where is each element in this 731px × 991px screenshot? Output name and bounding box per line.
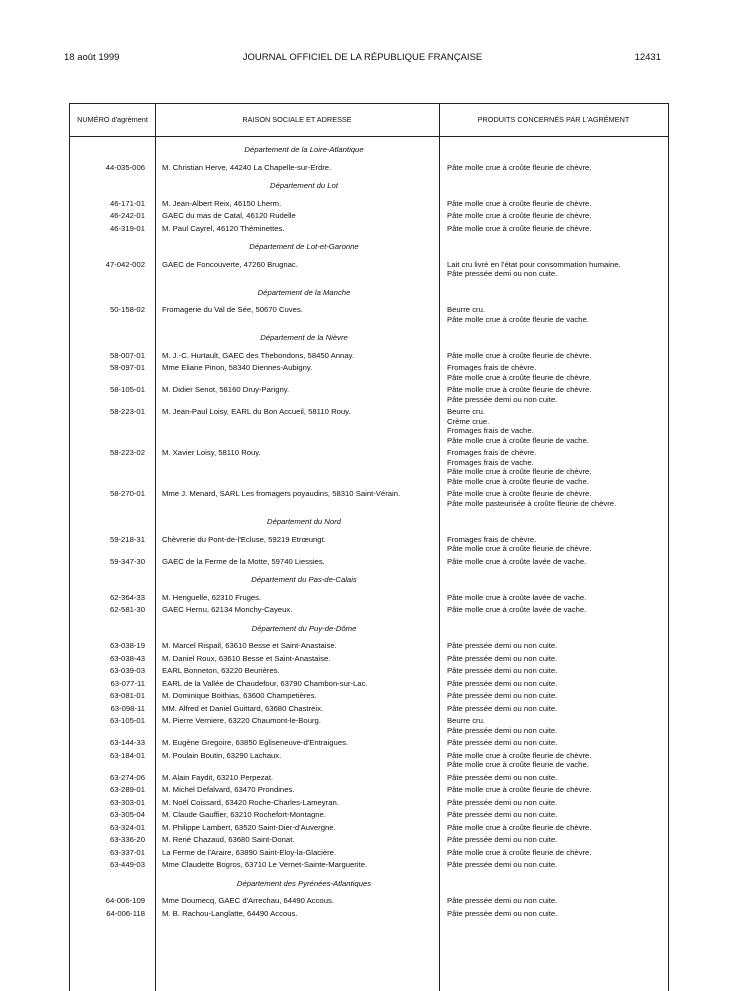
produit-line: Beurre cru.: [447, 716, 486, 725]
agrement-number: 63-274-06: [109, 772, 145, 782]
table-row: [70, 641, 668, 651]
produits-list: [447, 860, 557, 870]
agrement-number: 63-077-11: [110, 678, 145, 688]
raison-sociale: M. Henguelle, 62310 Fruges.: [162, 592, 262, 602]
raison-sociale: GAEC de Foncouverte, 47260 Brugnac.: [162, 259, 298, 269]
produit-line: Beurre cru.: [447, 407, 486, 416]
raison-sociale: MM. Alfred et Daniel Guittard, 63680 Chastreix.: [162, 703, 324, 713]
table-row: [70, 385, 668, 404]
table-row: [70, 199, 668, 209]
raison-sociale: M. Claude Gauffier, 63210 Rochefort-Montagne.: [162, 810, 326, 819]
produit-line: Pâte molle crue à croûte fleurie de chèvre.: [447, 198, 592, 208]
produit-line: Pâte pressée demi ou non cuite.: [447, 810, 558, 819]
page-header: [64, 52, 661, 66]
produits-list: [447, 704, 557, 714]
produits-list: [447, 896, 557, 906]
department-heading: Département du Pas-de-Calais: [251, 575, 357, 584]
produits-list: [447, 909, 557, 919]
agrement-number: 64-006-118: [106, 908, 145, 918]
table-row: [70, 704, 668, 714]
table-row: [70, 448, 668, 486]
raison-sociale: M. Xavier Loisy, 58110 Rouy.: [162, 448, 261, 457]
produits-list: [447, 448, 591, 486]
produits-list: [447, 535, 591, 554]
produits-list: [447, 363, 591, 382]
table-header: [70, 103, 668, 137]
produits-list: [447, 835, 557, 845]
table-row: [70, 835, 668, 845]
table-body: [70, 135, 668, 921]
agrement-number: 44-035-006: [105, 162, 145, 172]
produits-list: [447, 751, 591, 770]
table-row: [70, 848, 668, 858]
produit-line: Pâte pressée demi ou non cuite.: [447, 797, 558, 807]
agrement-number: 63-337-01: [109, 847, 145, 857]
raison-sociale: M. Philippe Lambert, 63520 Saint-Dier-d'Auvergne.: [162, 822, 336, 832]
produit-line: Pâte molle crue à croûte lavée de vache.: [447, 592, 587, 602]
department-heading: Département de Lot-et-Garonne: [249, 242, 359, 251]
produit-line: Fromages frais de chèvre.: [447, 448, 537, 457]
table-row: [70, 773, 668, 783]
raison-sociale: Mme Claudette Bogros, 63710 Le Vernet-Sainte-Marguerite.: [162, 860, 368, 869]
produit-line: Pâte molle crue à croûte fleurie de chèvre.: [447, 385, 592, 394]
table-row: [70, 666, 668, 676]
table-row: [70, 163, 668, 173]
agrement-number: 63-038-43: [109, 653, 145, 663]
produits-list: [447, 823, 591, 833]
table-row: [70, 716, 668, 735]
agrement-number: 58-007-01: [109, 350, 145, 360]
agrement-number: 58-223-01: [109, 407, 145, 416]
produit-line: Pâte molle crue à croûte lavée de vache.: [447, 605, 587, 614]
produits-list: [447, 557, 586, 567]
agrement-number: 58-223-02: [109, 448, 145, 457]
produits-list: [447, 641, 557, 651]
produits-list: [447, 666, 557, 676]
department-heading: Département des Pyrénées-Atlantiques: [236, 878, 372, 888]
raison-sociale: Mme J. Menard, SARL Les fromagers poyaudins, 58310 Saint-Vérain.: [162, 489, 401, 498]
produit-line: Pâte molle crue à croûte fleurie de chèvre.: [447, 211, 592, 220]
column-header-raison: RAISON SOCIALE ET ADRESSE: [242, 115, 352, 124]
table-row: [70, 798, 668, 808]
produits-list: [447, 385, 591, 404]
raison-sociale: M. Paul Cayrel, 46120 Théminettes.: [162, 223, 285, 233]
produit-line: Pâte pressée demi ou non cuite.: [447, 835, 558, 844]
page-number: 12431: [634, 52, 661, 63]
produit-line: Pâte molle crue à croûte lavée de vache.: [447, 556, 587, 566]
agrement-number: 62-581-30: [109, 605, 145, 614]
table-row: [70, 896, 668, 906]
issue-date: 18 août 1999: [64, 52, 120, 63]
produit-line: Fromages frais de chèvre.: [447, 534, 537, 544]
table-row: [70, 593, 668, 603]
agrement-number: 63-289-01: [109, 785, 145, 794]
produit-line: Pâte molle crue à croûte fleurie de chèvre.: [447, 489, 592, 498]
raison-sociale: GAEC du mas de Catal, 46120 Rudelle: [162, 211, 296, 220]
produits-list: [447, 305, 589, 324]
produit-line: Pâte pressée demi ou non cuite.: [447, 269, 558, 278]
raison-sociale: M. Michel Defalvard, 63470 Prondines.: [162, 785, 295, 794]
table-row: [70, 738, 668, 748]
produit-line: Pâte molle crue à croûte fleurie de chèvre.: [447, 822, 592, 832]
produit-line: Pâte pressée demi ou non cuite.: [447, 896, 558, 905]
produits-list: [447, 211, 591, 221]
agrement-number: 63-184-01: [109, 750, 145, 760]
table-row: [70, 860, 668, 870]
raison-sociale: La Ferme de l'Araire, 63890 Saint-Eloy-la-Glacière.: [162, 847, 337, 857]
table-row: [70, 363, 668, 382]
agrement-number: 50-158-02: [109, 305, 145, 314]
agrement-number: 58-105-01: [109, 385, 145, 394]
raison-sociale: M. Christian Herve, 44240 La Chapelle-sur-Erdre.: [162, 162, 332, 172]
agrement-number: 59-218-31: [109, 534, 145, 544]
table-row: [70, 654, 668, 664]
produits-list: [447, 679, 557, 689]
agrement-number: 63-305-04: [109, 810, 145, 819]
produit-line: Pâte pressée demi ou non cuite.: [447, 703, 558, 713]
raison-sociale: M. Daniel Roux, 63610 Besse et Saint-Anastaise.: [162, 653, 331, 663]
produits-list: [447, 798, 557, 808]
raison-sociale: M. Noël Coissard, 63420 Roche-Charles-Lameyran.: [162, 797, 339, 807]
produit-line: Pâte molle crue à croûte fleurie de chèvre.: [447, 750, 592, 760]
agrement-number: 64-006-109: [105, 896, 145, 905]
table-row: [70, 785, 668, 795]
table-row: [70, 810, 668, 820]
raison-sociale: M. Dominique Boithias, 63600 Champetières.: [162, 691, 317, 700]
produit-line: Pâte molle crue à croûte fleurie de chèvre.: [447, 785, 592, 794]
table-row: [70, 557, 668, 567]
produit-line: Pâte pressée demi ou non cuite.: [447, 908, 558, 918]
produit-line: Fromages frais de vache.: [447, 457, 534, 467]
produit-line: Pâte molle crue à croûte fleurie de chèvre.: [447, 544, 592, 553]
raison-sociale: GAEC Hernu, 62134 Monchy-Cayeux.: [162, 605, 293, 614]
produit-line: Pâte pressée demi ou non cuite.: [447, 666, 558, 675]
produit-line: Pâte molle crue à croûte fleurie de chèvre.: [447, 223, 592, 233]
agrement-number: 59-347-30: [109, 556, 145, 566]
produits-list: [447, 407, 589, 445]
raison-sociale: EARL de la Vallée de Chaudefour, 63790 Chambon-sur-Lac.: [162, 678, 368, 688]
raison-sociale: M. Pierre Verniere, 63220 Chaumont-le-Bourg.: [162, 716, 321, 725]
column-header-produits: PRODUITS CONCERNÉS PAR L'AGRÉMENT: [477, 115, 630, 124]
agrement-number: 63-038-19: [109, 641, 145, 650]
produit-line: Pâte molle crue à croûte fleurie de chèvre.: [447, 847, 592, 857]
raison-sociale: M. J.-C. Hurtault, GAEC des Thebondons, 58450 Annay.: [162, 350, 355, 360]
raison-sociale: M. Marcel Rispail, 63610 Besse et Saint-Anastaise.: [162, 641, 337, 650]
produit-line: Pâte pressée demi ou non cuite.: [447, 725, 558, 735]
produits-list: [447, 260, 621, 279]
produits-list: [447, 716, 557, 735]
department-heading: Département de la Manche: [257, 287, 351, 297]
raison-sociale: Mme Eliane Pinon, 58340 Diennes-Aubigny.: [162, 363, 313, 372]
produit-line: Pâte molle crue à croûte fleurie de chèvre.: [447, 372, 592, 382]
table-row: [70, 751, 668, 770]
table-row: [70, 823, 668, 833]
table-row: [70, 605, 668, 615]
table-row: [70, 679, 668, 689]
produit-line: Pâte molle crue à croûte fleurie de vache.: [447, 760, 589, 769]
raison-sociale: EARL Bonneton, 63220 Beurières.: [162, 666, 280, 675]
produit-line: Pâte pressée demi ou non cuite.: [447, 678, 558, 688]
table-row: [70, 211, 668, 221]
produit-line: Pâte molle pasteurisée à croûte fleurie de chèvre.: [447, 498, 617, 508]
raison-sociale: M. Eugène Gregoire, 63850 Egliseneuve-d'Entraigues.: [162, 738, 349, 747]
raison-sociale: Chèvrerie du Pont-de-l'Ecluse, 59219 Etrœungt.: [162, 534, 326, 544]
table-row: [70, 691, 668, 701]
produit-line: Beurre cru.: [447, 305, 486, 314]
agrement-number: 63-098-11: [110, 703, 145, 713]
agrement-number: 63-105-01: [109, 716, 145, 725]
table-row: [70, 224, 668, 234]
department-heading: Département du Lot: [270, 181, 338, 190]
table-row: [70, 489, 668, 508]
raison-sociale: M. B. Rachou-Langlatte, 64490 Accous.: [162, 908, 298, 918]
table-row: [70, 535, 668, 554]
produits-list: [447, 785, 591, 795]
raison-sociale: Fromagerie du Val de Sée, 50670 Cuves.: [162, 305, 303, 314]
produit-line: Fromages frais de chèvre.: [447, 363, 537, 372]
raison-sociale: Mme Doumecq, GAEC d'Arrechau, 64490 Accous.: [162, 896, 334, 905]
agrement-number: 47-042-002: [105, 259, 145, 269]
produit-line: Pâte pressée demi ou non cuite.: [447, 394, 558, 404]
produit-line: Pâte molle crue à croûte fleurie de chèvre.: [447, 162, 592, 172]
agrement-number: 62-364-33: [109, 592, 145, 602]
produit-line: Pâte pressée demi ou non cuite.: [447, 772, 558, 782]
agrement-number: 46-242-01: [109, 211, 145, 220]
agrement-number: 58-097-01: [109, 363, 145, 372]
table-row: [70, 407, 668, 445]
produits-list: [447, 163, 591, 173]
agrement-number: 63-081-01: [109, 691, 145, 700]
produit-line: Pâte pressée demi ou non cuite.: [447, 653, 558, 663]
raison-sociale: M. Poulain Boutin, 63290 Lachaux.: [162, 750, 282, 760]
produit-line: Pâte pressée demi ou non cuite.: [447, 691, 558, 700]
agrement-number: 63-144-33: [109, 738, 145, 747]
department-heading: Département du Puy-de-Dôme: [251, 623, 357, 633]
produits-list: [447, 489, 616, 508]
agrement-number: 63-324-01: [109, 822, 145, 832]
raison-sociale: M. Alain Faydit, 63210 Perpezat.: [162, 772, 274, 782]
produit-line: Pâte molle crue à croûte fleurie de chèvre.: [447, 350, 592, 360]
produits-list: [447, 654, 557, 664]
agrement-table: [69, 103, 669, 991]
produits-list: [447, 224, 591, 234]
produit-line: Pâte pressée demi ou non cuite.: [447, 860, 558, 869]
raison-sociale: M. Jean-Paul Loisy, EARL du Bon Accueil, 58110 Rouy.: [162, 407, 351, 416]
table-row: [70, 305, 668, 324]
produit-line: Pâte pressée demi ou non cuite.: [447, 641, 558, 650]
table-row: [70, 909, 668, 919]
produit-line: Pâte molle crue à croûte fleurie de vache.: [447, 314, 589, 324]
produits-list: [447, 738, 557, 748]
column-header-numero: NUMÉRO d'agrément: [77, 115, 148, 124]
produits-list: [447, 810, 557, 820]
department-heading: Département de la Loire-Atlantique: [244, 145, 364, 154]
table-row: [70, 351, 668, 361]
agrement-number: 63-449-03: [109, 860, 145, 869]
produits-list: [447, 605, 586, 615]
agrement-number: 46-319-01: [109, 223, 145, 233]
produit-line: Pâte pressée demi ou non cuite.: [447, 738, 558, 747]
produits-list: [447, 691, 557, 701]
produit-line: Pâte molle crue à croûte fleurie de vache.: [447, 435, 589, 445]
agrement-number: 58-270-01: [109, 489, 145, 498]
produits-list: [447, 199, 591, 209]
table-row: [70, 260, 668, 279]
agrement-number: 63-336-20: [109, 835, 145, 844]
produit-line: Crème crue.: [447, 416, 490, 426]
produit-line: Fromages frais de vache.: [447, 426, 534, 435]
department-heading: Département de la Nièvre: [260, 333, 348, 342]
agrement-number: 46-171-01: [109, 198, 145, 208]
raison-sociale: M. René Chazaud, 63680 Saint-Donat.: [162, 835, 295, 844]
produit-line: Pâte molle crue à croûte fleurie de vache.: [447, 476, 589, 486]
department-heading: Département du Nord: [267, 517, 341, 526]
raison-sociale: M. Didier Senot, 58160 Druy-Parigny.: [162, 385, 290, 394]
produit-line: Lait cru livré en l'état pour consommation humaine.: [447, 259, 621, 269]
agrement-number: 63-039-03: [109, 666, 145, 675]
produits-list: [447, 773, 557, 783]
produits-list: [447, 351, 591, 361]
produits-list: [447, 593, 586, 603]
produit-line: Pâte molle crue à croûte fleurie de chèvre.: [447, 467, 592, 476]
raison-sociale: M. Jean-Albert Reix, 46150 Lherm.: [162, 198, 282, 208]
journal-title: JOURNAL OFFICIEL DE LA RÉPUBLIQUE FRANÇAISE: [242, 52, 483, 63]
produits-list: [447, 848, 591, 858]
raison-sociale: GAEC de la Ferme de la Motte, 59740 Liessies.: [162, 556, 325, 566]
agrement-number: 63-303-01: [109, 797, 145, 807]
